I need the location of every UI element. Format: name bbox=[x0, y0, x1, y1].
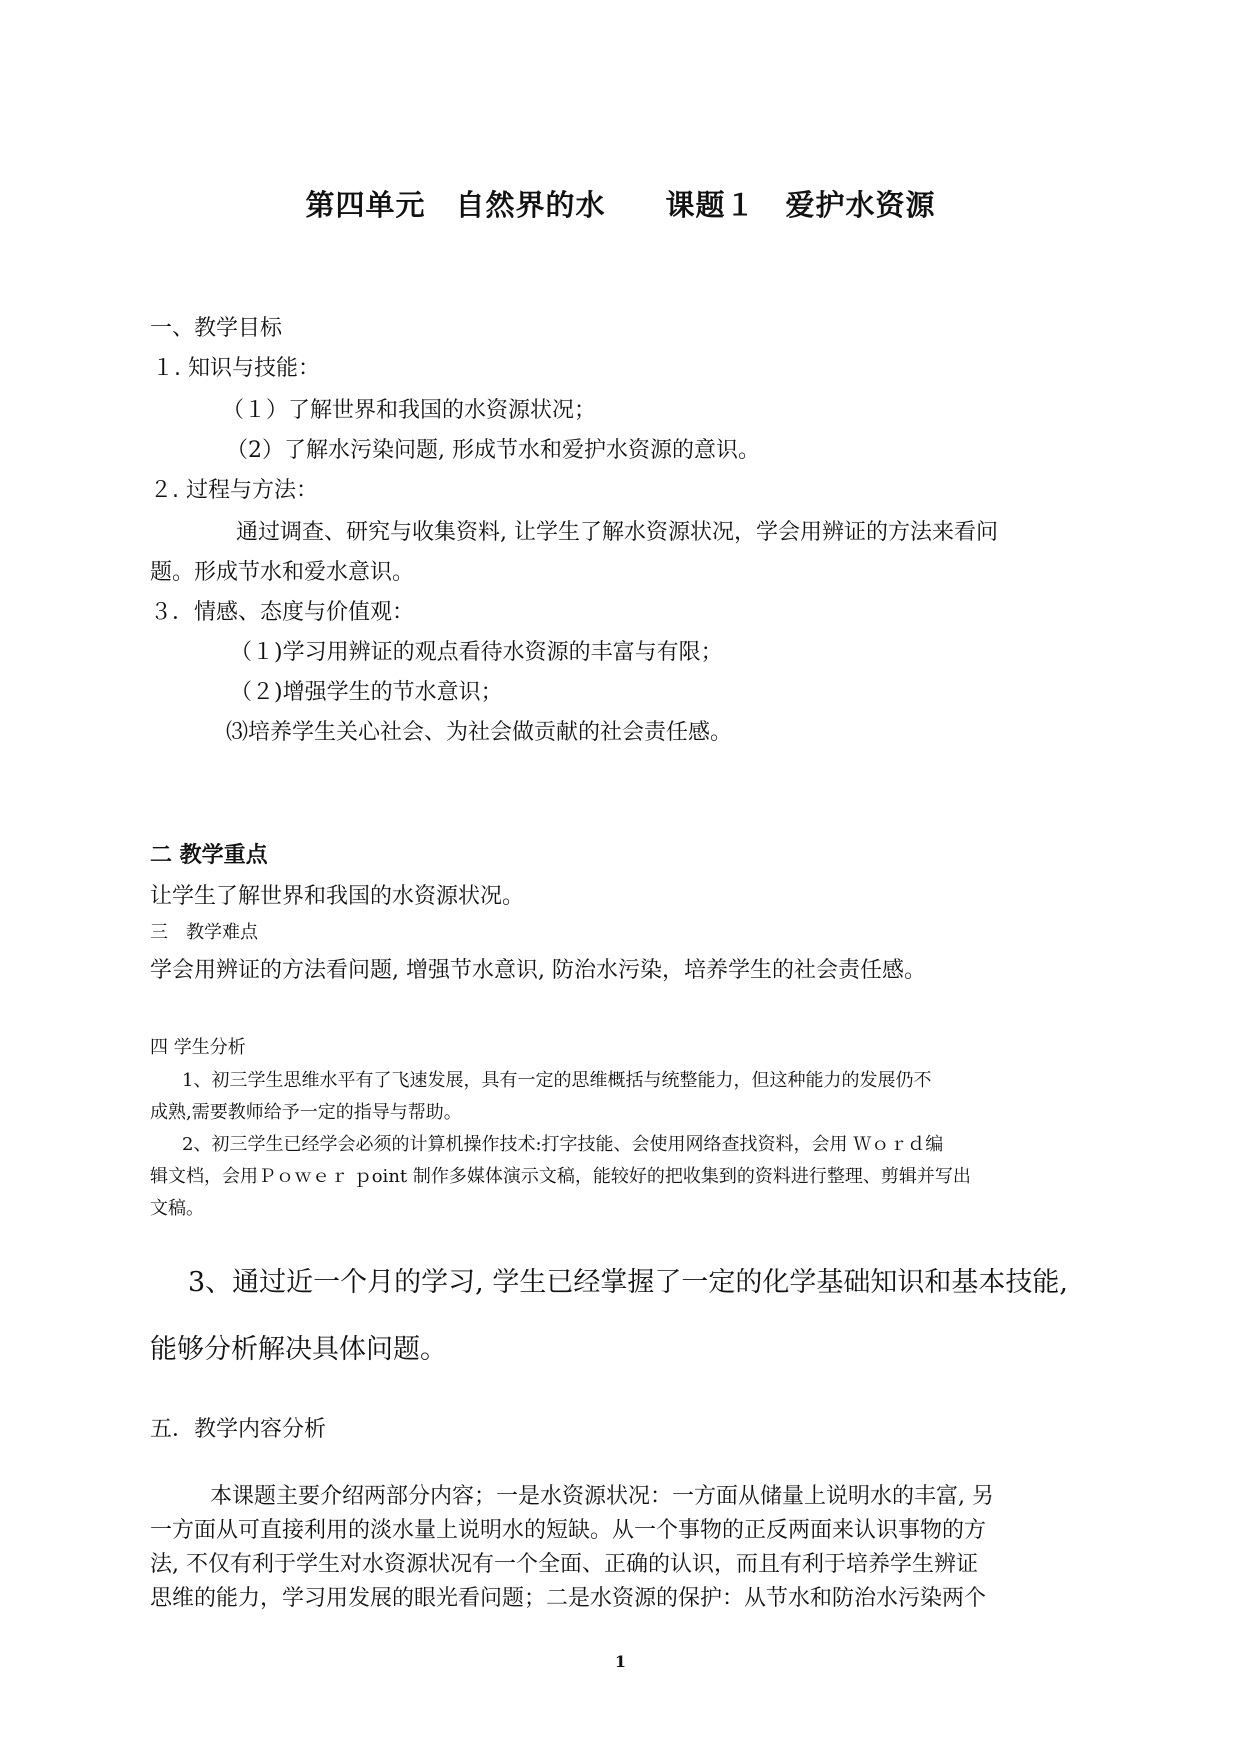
section-text: 让学生了解世界和我国的水资源状况。 bbox=[150, 884, 525, 909]
subheading-attitude-values: ３．情感、态度与价值观： bbox=[150, 600, 415, 625]
list-item: （2）了解水污染问题, 形成节水和爱护水资源的意识。 bbox=[226, 438, 760, 463]
paragraph-line: 1、初三学生思维水平有了飞速发展，具有一定的思维概括与统整能力，但这种能力的发展仍不 bbox=[182, 1070, 932, 1091]
section-heading-content-analysis: 五．教学内容分析 bbox=[150, 1417, 327, 1442]
paragraph-line: 题。形成节水和爱水意识。 bbox=[150, 560, 415, 585]
paragraph-line: 一方面从可直接利用的淡水量上说明水的短缺。从一个事物的正反两面来认识事物的方 bbox=[150, 1518, 987, 1543]
section-heading-objectives: 一、教学目标 bbox=[150, 316, 283, 341]
section-heading-difficulties: 三 教学难点 bbox=[150, 922, 258, 943]
list-item: （１)学习用辨证的观点看待水资源的丰富与有限； bbox=[230, 640, 723, 665]
document-title: 第四单元 自然界的水 课题１ 爱护水资源 bbox=[305, 188, 936, 222]
subheading-process-methods: ２. 过程与方法： bbox=[150, 478, 318, 503]
paragraph-line: 本课题主要介绍两部分内容；一是水资源状况：一方面从储量上说明水的丰富, 另 bbox=[210, 1484, 994, 1509]
paragraph-line: 法, 不仅有利于学生对水资源状况有一个全面、正确的认识，而且有利于培养学生辨证 bbox=[150, 1552, 978, 1577]
list-item: ⑶培养学生关心社会、为社会做贡献的社会责任感。 bbox=[226, 720, 733, 745]
paragraph-line: 文稿。 bbox=[150, 1198, 204, 1219]
paragraph-line: 3、通过近一个月的学习, 学生已经掌握了一定的化学基础知识和基本技能, bbox=[188, 1267, 1068, 1298]
paragraph-line: 通过调查、研究与收集资料, 让学生了解水资源状况，学会用辨证的方法来看问 bbox=[236, 520, 998, 545]
subheading-knowledge-skills: １. 知识与技能： bbox=[152, 356, 320, 381]
paragraph-line: 2、初三学生已经学会必须的计算机操作技术:打字技能、会使用网络查找资料，会用 Ｗｏｒｄ编 bbox=[182, 1134, 944, 1155]
paragraph-line: 辑文档，会用Ｐｏｗｅｒ ｐoint 制作多媒体演示文稿，能较好的把收集到的资料进行整理、剪辑并写出 bbox=[150, 1166, 971, 1187]
list-item: （２)增强学生的节水意识； bbox=[230, 680, 503, 705]
paragraph-line: 能够分析解决具体问题。 bbox=[150, 1334, 447, 1365]
page-number: 1 bbox=[614, 1652, 627, 1671]
section-text: 学会用辨证的方法看问题, 增强节水意识, 防治水污染，培养学生的社会责任感。 bbox=[150, 958, 926, 983]
section-heading-student-analysis: 四 学生分析 bbox=[150, 1037, 246, 1058]
list-item: （１）了解世界和我国的水资源状况； bbox=[222, 398, 597, 423]
section-heading-key-points: 二 教学重点 bbox=[150, 843, 268, 868]
paragraph-line: 思维的能力，学习用发展的眼光看问题；二是水资源的保护：从节水和防治水污染两个 bbox=[150, 1586, 987, 1611]
paragraph-line: 成熟,需要教师给予一定的指导与帮助。 bbox=[150, 1102, 462, 1123]
